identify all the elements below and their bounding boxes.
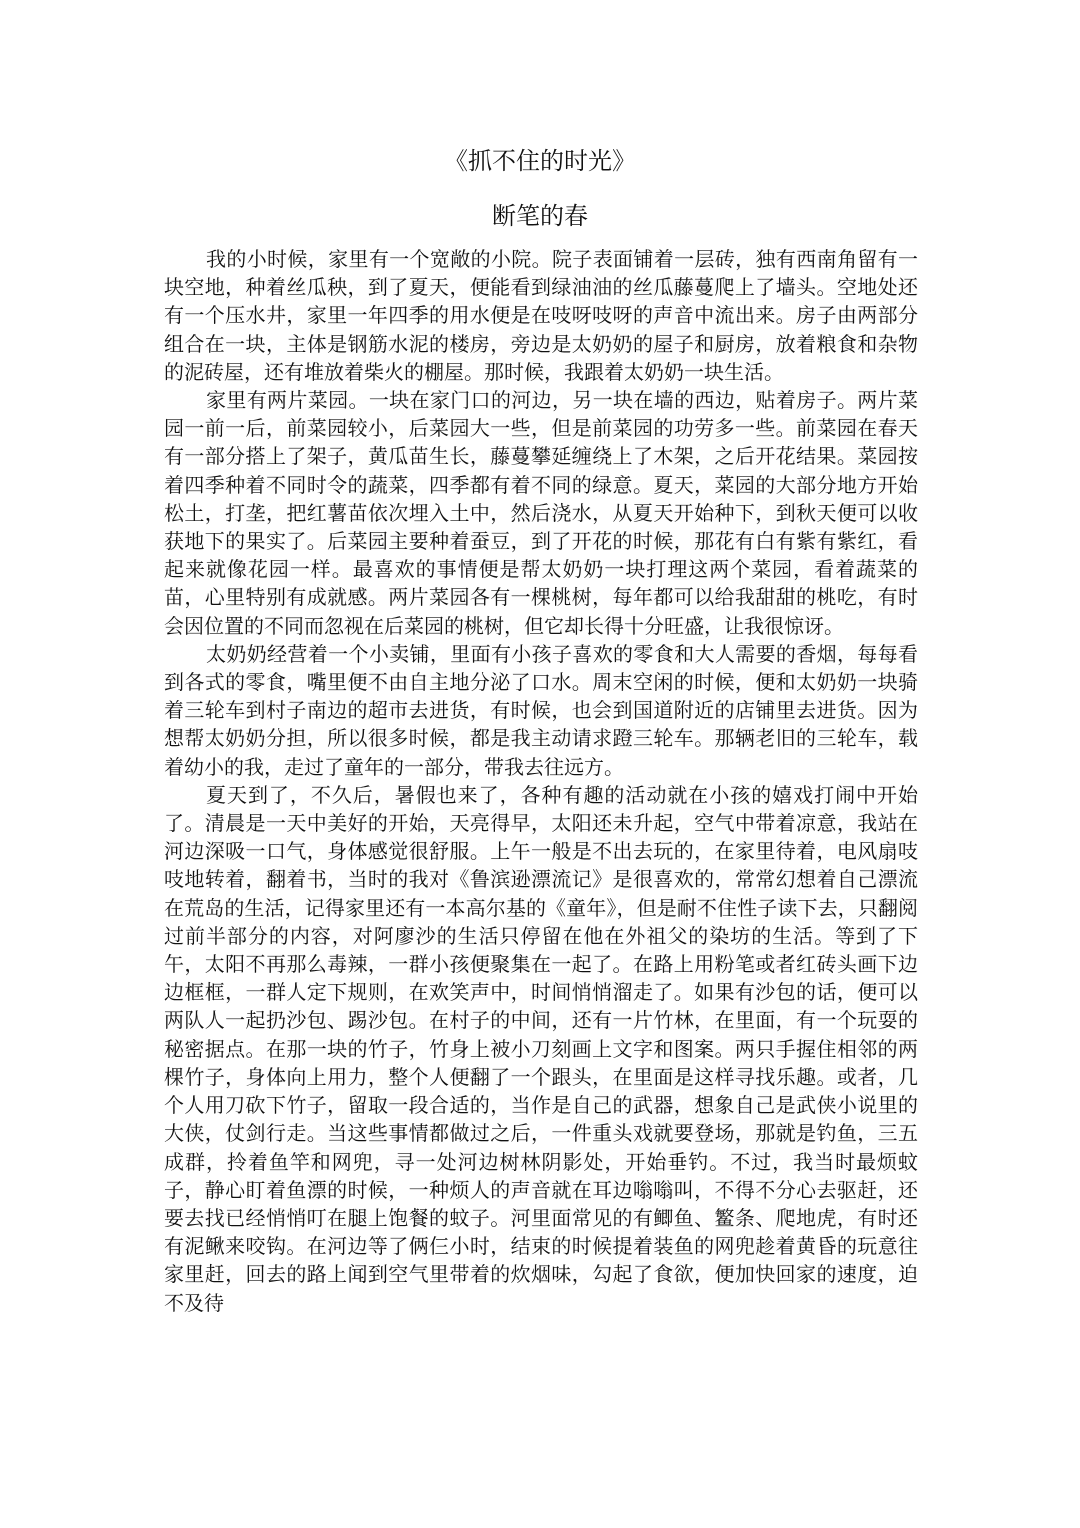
document-body bbox=[164, 245, 918, 1317]
paragraph: 家里有两片菜园。一块在家门口的河边，另一块在墙的西边，贴着房子。两片菜园一前一后，前菜园较小，后菜园大一些，但是前菜园的功劳多一些。前菜园在春天有一部分搭上了架子，黄瓜苗生长，藤蔓攀延缠绕上了木架，之后开花结果。菜园按着四季种着不同时令的蔬菜，四季都有着不同的绿意。夏天，菜园的大部分地方开始松土，打垄，把红薯苗依次埋入土中，然后浇水，从夏天开始种下，到秋天便可以收获地下的果实了。后菜园主要种着蚕豆，到了开花的时候，那花有白有紫有紫红，看起来就像花园一样。最喜欢的事情便是帮太奶奶一块打理这两个菜园，看着蔬菜的苗，心里特别有成就感。两片菜园各有一棵桃树，每年都可以给我甜甜的桃吃，有时会因位置的不同而忽视在后菜园的桃树，但它却长得十分旺盛，让我很惊讶。 bbox=[164, 388, 918, 638]
paragraph: 夏天到了，不久后，暑假也来了，各种有趣的活动就在小孩的嬉戏打闹中开始了。清晨是一天中美好的开始，天亮得早，太阳还未升起，空气中带着凉意，我站在河边深吸一口气，身体感觉很舒服。上午一般是不出去玩的，在家里待着，电风扇吱吱地转着，翻着书，当时的我对《鲁滨逊漂流记》是很喜欢的，常常幻想着自己漂流在荒岛的生活，记得家里还有一本高尔基的《童年》，但是耐不住性子读下去，只翻阅过前半部分的内容，对阿廖沙的生活只停留在他在外祖父的染坊的生活。等到了下午，太阳不再那么毒辣，一群小孩便聚集在一起了。在路上用粉笔或者红砖头画下边边框框，一群人定下规则，在欢笑声中，时间悄悄溜走了。如果有沙包的话，便可以两队人一起扔沙包、踢沙包。在村子的中间，还有一片竹林，在里面，有一个玩耍的秘密据点。在那一块的竹子，竹身上被小刀刻画上文字和图案。两只手握住相邻的两棵竹子，身体向上用力，整个人便翻了一个跟头，在里面是这样寻找乐趣。或者，几个人用刀砍下竹子，留取一段合适的，当作是自己的武器，想象自己是武侠小说里的大侠，仗剑行走。当这些事情都做过之后，一件重头戏就要登场，那就是钓鱼，三五成群，拎着鱼竿和网兜，寻一处河边树林阴影处，开始垂钓。不过，我当时最烦蚊子，静心盯着鱼漂的时候，一种烦人的声音就在耳边嗡嗡叫，不得不分心去驱赶，还要去找已经悄悄叮在腿上饱餐的蚊子。河里面常见的有鲫鱼、鳘条、爬地虎，有时还有泥鳅来咬钩。在河边等了俩仨小时，结束的时候提着装鱼的网兜趁着黄昏的玩意往家里赶，回去的路上闻到空气里带着的炊烟味，勾起了食欲，便加快回家的速度，迫不及待 bbox=[164, 782, 918, 1315]
document-author: 断笔的春 bbox=[492, 202, 588, 230]
paragraph: 太奶奶经营着一个小卖铺，里面有小孩子喜欢的零食和大人需要的香烟，每每看到各式的零食，嘴里便不由自主地分泌了口水。周末空闲的时候，便和太奶奶一块骑着三轮车到村子南边的超市去进货，有时候，也会到国道附近的店铺里去进货。因为想帮太奶奶分担，所以很多时候，都是我主动请求蹬三轮车。那辆老旧的三轮车，载着幼小的我，走过了童年的一部分，带我去往远方。 bbox=[164, 641, 918, 779]
document-title: 《抓不住的时光》 bbox=[444, 147, 636, 175]
paragraph: 我的小时候，家里有一个宽敞的小院。院子表面铺着一层砖，独有西南角留有一块空地，种着丝瓜秧，到了夏天，便能看到绿油油的丝瓜藤蔓爬上了墙头。空地处还有一个压水井，家里一年四季的用水便是在吱呀吱呀的声音中流出来。房子由两部分组合在一块，主体是钢筋水泥的楼房，旁边是太奶奶的屋子和厨房，放着粮食和杂物的泥砖屋，还有堆放着柴火的棚屋。那时候，我跟着太奶奶一块生活。 bbox=[164, 247, 918, 384]
